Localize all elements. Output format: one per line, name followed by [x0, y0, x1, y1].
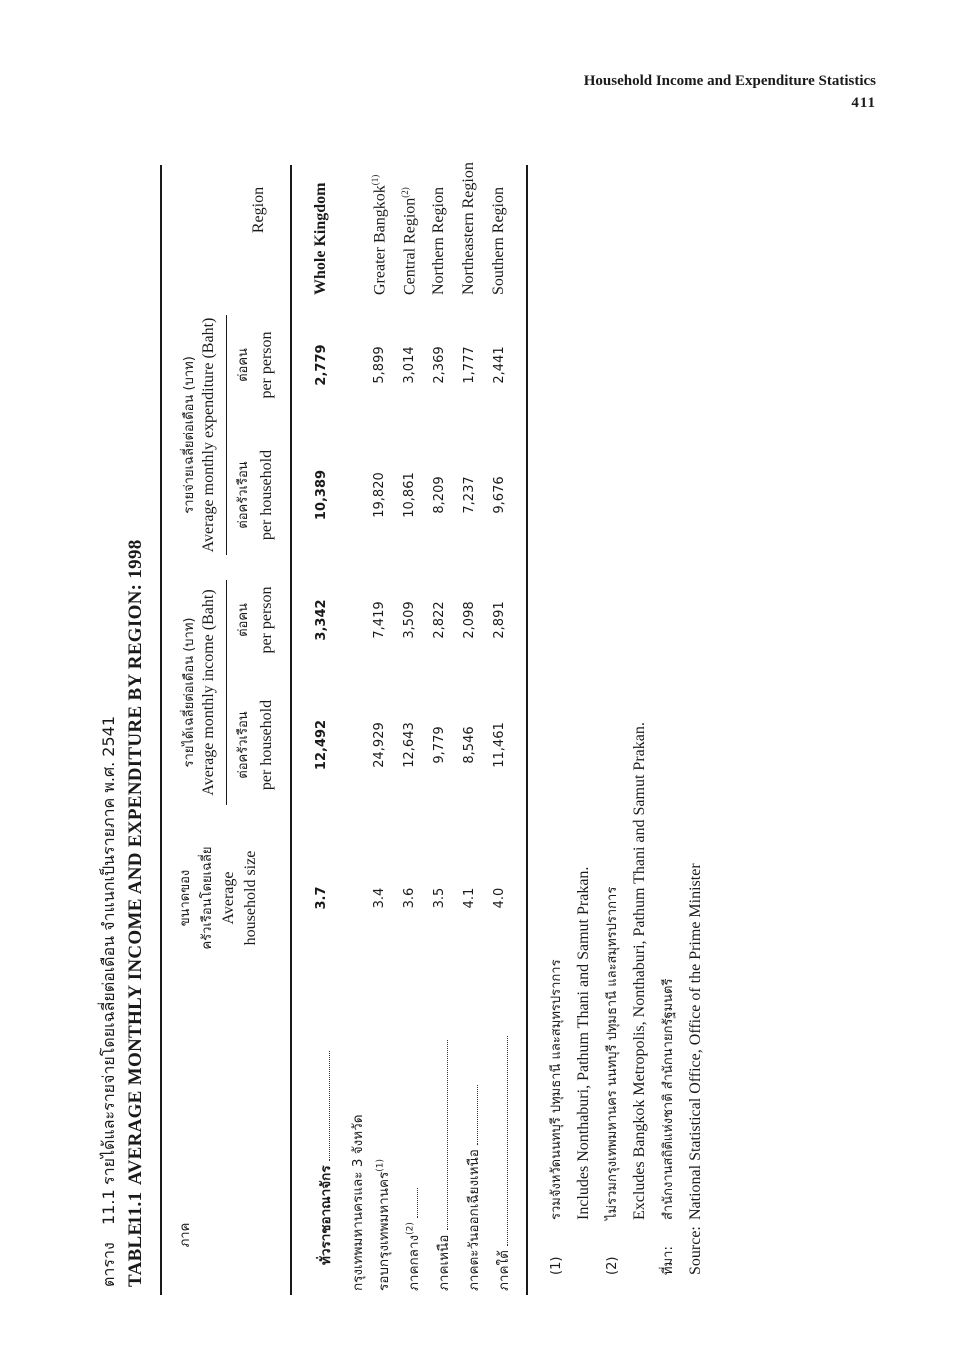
inc-pp-cell: 7,419 [372, 601, 387, 639]
row-label-english: Central Region$^{(2)}$ [400, 187, 419, 295]
footnotes [542, 145, 710, 1275]
hh-size-header-thai-1: ขนาดของ [178, 869, 193, 927]
table-title-english: TABLE11.1AVERAGE MONTHLY INCOME AND EXPENDITURE BY REGION: 1998 [125, 539, 146, 1287]
footnote-2-thai: (2)ไม่รวมกรุงเทพมหานคร นนทบุรี ปทุมธานี และสมุทรปราการ [605, 886, 620, 1275]
row-label-english: Northern Region [430, 187, 447, 295]
table-title-thai: ตาราง11.1รายได้และรายจ่ายโดยเฉลี่ยต่อเดือน จำแนกเป็นรายภาค พ.ศ. 2541 [99, 716, 118, 1287]
inc-hh-cell: 12,492 [314, 719, 329, 771]
inc-per-household-english: per household [258, 699, 275, 791]
hh-size-cell: 3.7 [314, 886, 329, 910]
expend-header-thai: รายจ่ายเฉลี่ยต่อเดือน (บาท) [182, 356, 197, 514]
row-label-thai: ภาคเหนือ [432, 991, 454, 1291]
exp-hh-cell: 10,861 [402, 472, 417, 518]
header-rule [290, 165, 292, 1295]
income-header-thai: รายได้เฉลี่ยต่อเดือน (บาท) [182, 617, 197, 768]
exp-hh-cell: 19,820 [372, 472, 387, 518]
exp-pp-cell: 3,014 [402, 346, 417, 384]
inc-pp-cell: 3,342 [314, 599, 329, 641]
table-title [96, 127, 150, 1287]
top-rule [160, 165, 162, 1295]
hh-size-cell: 3.6 [402, 887, 417, 909]
row-label-thai: ทั่วราชอาณาจักร [314, 985, 336, 1265]
inc-pp-cell: 2,098 [462, 601, 477, 639]
inc-hh-cell: 12,643 [402, 722, 417, 768]
footnote-1-thai: (1)รวมจังหวัดนนทบุรี ปทุมธานี และสมุทรปราการ [549, 959, 564, 1275]
inc-per-person-english: per person [258, 586, 275, 654]
inc-hh-cell: 11,461 [492, 722, 507, 768]
inc-per-person-thai: ต่อคน [236, 603, 251, 637]
hh-size-header-english-2: household size [242, 850, 259, 946]
group-label: กรุงเทพมหานครและ 3 จังหวัด [350, 1114, 366, 1291]
region-header-thai: ภาค [178, 1222, 193, 1248]
expend-span-rule [226, 315, 227, 555]
income-header-english: Average monthly income (Baht) [200, 589, 217, 796]
exp-per-person-english: per person [258, 331, 275, 399]
inc-pp-cell: 2,891 [492, 601, 507, 639]
hh-size-header-thai-2: ครัวเรือนโดยเฉลี่ย [200, 846, 215, 950]
running-head-title: Household Income and Expenditure Statistics [583, 73, 876, 89]
hh-size-cell: 3.4 [372, 887, 387, 909]
exp-pp-cell: 2,369 [432, 346, 447, 384]
row-label-english: Greater Bangkok$^{(1)}$ [370, 174, 389, 295]
source-english: Source:National Statistical Office, Office of the Prime Minister [687, 863, 704, 1275]
row-label-thai: รอบกรุงเทพมหานคร$^{(1)}$ [375, 1159, 392, 1291]
bottom-rule [526, 165, 528, 1295]
exp-pp-cell: 1,777 [462, 346, 477, 384]
inc-pp-cell: 3,509 [402, 601, 417, 639]
row-label-thai: ภาคใต้ [492, 991, 514, 1291]
source-thai: ที่มา:สำนักงานสถิติแห่งชาติ สำนักนายกรัฐมนตรี [661, 978, 676, 1275]
hh-size-cell: 3.5 [432, 887, 447, 909]
footnote-1-english: Includes Nonthaburi, Pathum Thani and Samut Prakan. [575, 866, 592, 1220]
footnote-2-english: Excludes Bangkok Metropolis, Nonthaburi, Pathum Thani and Samut Prakan. [631, 722, 648, 1220]
inc-per-household-thai: ต่อครัวเรือน [236, 711, 251, 779]
exp-hh-cell: 9,676 [492, 476, 507, 514]
income-span-rule [226, 580, 227, 805]
page-number: 411 [851, 95, 876, 111]
expend-header-english: Average monthly expenditure (Baht) [200, 317, 217, 553]
exp-pp-cell: 2,779 [314, 344, 329, 386]
row-label-thai: ภาคตะวันออกเฉียงเหนือ [462, 991, 484, 1291]
row-label-thai: ภาคกลาง$^{(2)}$ [402, 991, 424, 1291]
row-label-english: Whole Kingdom [312, 182, 329, 295]
exp-per-person-thai: ต่อคน [236, 348, 251, 382]
exp-pp-cell: 5,899 [372, 346, 387, 384]
inc-hh-cell: 9,779 [432, 726, 447, 764]
exp-per-household-thai: ต่อครัวเรือน [236, 461, 251, 529]
row-label-english: Northeastern Region [460, 162, 477, 295]
hh-size-header-english-1: Average [220, 871, 237, 925]
exp-hh-cell: 10,389 [314, 469, 329, 521]
region-header-english: Region [250, 186, 267, 234]
inc-hh-cell: 24,929 [372, 722, 387, 768]
inc-pp-cell: 2,822 [432, 601, 447, 639]
running-head [584, 70, 876, 114]
exp-hh-cell: 7,237 [462, 476, 477, 514]
exp-hh-cell: 8,209 [432, 476, 447, 514]
exp-per-household-english: per household [258, 449, 275, 541]
exp-pp-cell: 2,441 [492, 346, 507, 384]
rotated-table-page [88, 125, 808, 1295]
hh-size-cell: 4.0 [492, 887, 507, 909]
hh-size-cell: 4.1 [462, 887, 477, 909]
row-label-english: Southern Region [490, 187, 507, 295]
inc-hh-cell: 8,546 [462, 726, 477, 764]
